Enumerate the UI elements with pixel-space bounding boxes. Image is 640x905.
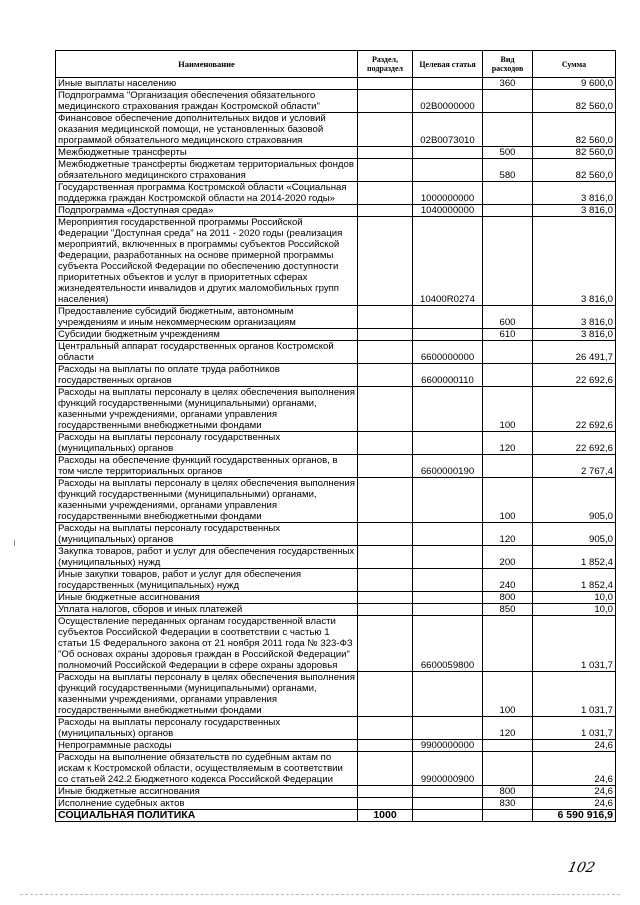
binding-mark: [14, 540, 21, 546]
cell-sum: 1 852,4: [533, 569, 616, 592]
cell-sum: 1 031,7: [533, 672, 616, 717]
table-row: [56, 798, 616, 810]
table-row: [56, 432, 616, 455]
header-sum: Сумма: [533, 51, 616, 78]
cell-target: [413, 478, 483, 523]
table-row: [56, 182, 616, 205]
table-row: [56, 113, 616, 147]
cell-section: [358, 592, 413, 604]
cell-sum: 3 816,0: [533, 182, 616, 205]
cell-target: 9900000900: [413, 752, 483, 786]
cell-target: 6600000190: [413, 455, 483, 478]
table-row: [56, 616, 616, 672]
cell-section: [358, 523, 413, 546]
cell-type: 200: [483, 546, 533, 569]
cell-name: Подпрограмма «Доступная среда»: [56, 205, 358, 217]
cell-name: Расходы на выплаты персоналу в целях обеспечения выполнения функций государственными (муниципальными) органами, казенными учреждениями, органами управления государственными внебюджетными фондами: [56, 478, 358, 523]
cell-target: 10400R0274: [413, 217, 483, 306]
cell-type: [483, 205, 533, 217]
document-page: [55, 50, 615, 822]
cell-section: [358, 672, 413, 717]
cell-name: Субсидии бюджетным учреждениям: [56, 329, 358, 341]
cell-target: [413, 592, 483, 604]
cell-type: 800: [483, 592, 533, 604]
table-row: [56, 672, 616, 717]
table-header-row: [56, 51, 616, 78]
cell-type: 800: [483, 786, 533, 798]
cell-name: Предоставление субсидий бюджетным, автономным учреждениям и иным некоммерческим организациям: [56, 306, 358, 329]
cell-name: Уплата налогов, сборов и иных платежей: [56, 604, 358, 616]
cell-name: Государственная программа Костромской области «Социальная поддержка граждан Костромской области на 2014-2020 годы»: [56, 182, 358, 205]
cell-type: [483, 616, 533, 672]
cell-section: [358, 798, 413, 810]
cell-name: Центральный аппарат государственных органов Костромской области: [56, 341, 358, 364]
cell-section: [358, 604, 413, 616]
cell-type: [483, 182, 533, 205]
cell-type: 100: [483, 387, 533, 432]
cell-sum: 82 560,0: [533, 113, 616, 147]
cell-target: [413, 717, 483, 740]
cell-target: [413, 78, 483, 90]
cell-target: [413, 306, 483, 329]
cell-target: [413, 672, 483, 717]
table-row: [56, 217, 616, 306]
cell-target: [413, 147, 483, 159]
cell-sum: 24,6: [533, 740, 616, 752]
cell-sum: 22 692,6: [533, 364, 616, 387]
cell-name: Мероприятия государственной программы Российской Федерации "Доступная среда" на 2011 - 2020 годы (реализация мероприятий, включенных в программы субъектов Российской Федерации, разработанных на основе примерной программы субъекта Российской Федерации по обеспечению доступности приоритетных объектов и услуг в приоритетных сферах жизнедеятельности инвалидов и других маломобильных групп населения): [56, 217, 358, 306]
cell-name: Исполнение судебных актов: [56, 798, 358, 810]
cell-sum: 3 816,0: [533, 205, 616, 217]
table-row: [56, 147, 616, 159]
cell-target: 6600000000: [413, 341, 483, 364]
table-row: [56, 569, 616, 592]
cell-sum: 6 590 916,9: [533, 810, 616, 822]
cell-sum: 82 560,0: [533, 90, 616, 113]
table-row: [56, 604, 616, 616]
cell-name: Финансовое обеспечение дополнительных видов и условий оказания медицинской помощи, не установленных базовой программой обязательного медицинского страхования: [56, 113, 358, 147]
cell-target: 1040000000: [413, 205, 483, 217]
cell-sum: 24,6: [533, 798, 616, 810]
cell-section: [358, 387, 413, 432]
cell-type: [483, 810, 533, 822]
cell-target: 02В0000000: [413, 90, 483, 113]
cell-name: Расходы на выплаты по оплате труда работников государственных органов: [56, 364, 358, 387]
table-row: [56, 740, 616, 752]
cell-sum: 10,0: [533, 604, 616, 616]
cell-name: Иные бюджетные ассигнования: [56, 592, 358, 604]
cell-name: Расходы на выплаты персоналу государственных (муниципальных) органов: [56, 432, 358, 455]
cell-target: 9900000000: [413, 740, 483, 752]
cell-name: Межбюджетные трансферты: [56, 147, 358, 159]
cell-sum: 82 560,0: [533, 159, 616, 182]
table-row: [56, 523, 616, 546]
table-row: [56, 752, 616, 786]
cell-target: [413, 810, 483, 822]
cell-type: [483, 455, 533, 478]
cell-name: Расходы на выплаты персоналу государственных (муниципальных) органов: [56, 717, 358, 740]
cell-name: Закупка товаров, работ и услуг для обеспечения государственных (муниципальных) нужд: [56, 546, 358, 569]
cell-name: Подпрограмма "Организация обеспечения обязательного медицинского страхования граждан Костромской области": [56, 90, 358, 113]
cell-section: [358, 341, 413, 364]
cell-name: Расходы на выплаты персоналу в целях обеспечения выполнения функций государственными (муниципальными) органами, казенными учреждениями, органами управления государственными внебюджетными фондами: [56, 387, 358, 432]
page-bottom-edge: [20, 894, 620, 895]
table-row: [56, 306, 616, 329]
cell-section: [358, 752, 413, 786]
cell-type: 240: [483, 569, 533, 592]
cell-section: [358, 90, 413, 113]
cell-type: 120: [483, 717, 533, 740]
table-row: [56, 546, 616, 569]
cell-sum: 1 852,4: [533, 546, 616, 569]
table-row: [56, 455, 616, 478]
cell-section: 1000: [358, 810, 413, 822]
cell-target: 02В0073010: [413, 113, 483, 147]
cell-target: [413, 798, 483, 810]
cell-target: 1000000000: [413, 182, 483, 205]
cell-sum: 1 031,7: [533, 717, 616, 740]
cell-sum: 82 560,0: [533, 147, 616, 159]
cell-name: Расходы на выплаты персоналу государственных (муниципальных) органов: [56, 523, 358, 546]
cell-section: [358, 182, 413, 205]
table-body: [56, 78, 616, 822]
cell-name: Расходы на выплаты персоналу в целях обеспечения выполнения функций государственными (муниципальными) органами, казенными учреждениями, органами управления государственными внебюджетными фондами: [56, 672, 358, 717]
cell-type: [483, 341, 533, 364]
cell-type: 580: [483, 159, 533, 182]
cell-type: 600: [483, 306, 533, 329]
cell-section: [358, 147, 413, 159]
header-target: Целевая статья: [413, 51, 483, 78]
cell-sum: 22 692,6: [533, 432, 616, 455]
table-row: [56, 78, 616, 90]
table-row: [56, 159, 616, 182]
cell-type: 120: [483, 432, 533, 455]
cell-target: [413, 569, 483, 592]
cell-type: [483, 217, 533, 306]
cell-target: [413, 159, 483, 182]
cell-sum: 10,0: [533, 592, 616, 604]
cell-name: Иные закупки товаров, работ и услуг для обеспечения государственных (муниципальных) нужд: [56, 569, 358, 592]
table-row: [56, 90, 616, 113]
table-row: [56, 786, 616, 798]
header-name: Наименование: [56, 51, 358, 78]
cell-type: [483, 740, 533, 752]
cell-sum: 3 816,0: [533, 217, 616, 306]
cell-type: [483, 113, 533, 147]
cell-sum: 2 767,4: [533, 455, 616, 478]
cell-sum: 3 816,0: [533, 306, 616, 329]
cell-type: 360: [483, 78, 533, 90]
cell-type: [483, 90, 533, 113]
cell-section: [358, 546, 413, 569]
cell-target: [413, 329, 483, 341]
cell-section: [358, 478, 413, 523]
table-row: [56, 205, 616, 217]
cell-section: [358, 455, 413, 478]
cell-section: [358, 616, 413, 672]
table-row: [56, 387, 616, 432]
cell-section: [358, 78, 413, 90]
cell-target: [413, 786, 483, 798]
cell-name: Иные выплаты населению: [56, 78, 358, 90]
cell-section: [358, 569, 413, 592]
cell-target: [413, 523, 483, 546]
cell-section: [358, 113, 413, 147]
cell-sum: 905,0: [533, 478, 616, 523]
cell-sum: 22 692,6: [533, 387, 616, 432]
cell-sum: 26 491,7: [533, 341, 616, 364]
cell-sum: 24,6: [533, 786, 616, 798]
cell-type: 850: [483, 604, 533, 616]
cell-section: [358, 159, 413, 182]
cell-section: [358, 364, 413, 387]
cell-section: [358, 329, 413, 341]
header-section: Раздел, подраздел: [358, 51, 413, 78]
cell-target: [413, 604, 483, 616]
cell-target: [413, 432, 483, 455]
cell-name: Межбюджетные трансферты бюджетам территориальных фондов обязательного медицинского страхования: [56, 159, 358, 182]
cell-name: Непрограммные расходы: [56, 740, 358, 752]
cell-type: 100: [483, 672, 533, 717]
table-row: [56, 329, 616, 341]
cell-target: [413, 387, 483, 432]
table-row: [56, 478, 616, 523]
page-number: 102: [566, 860, 597, 876]
table-row: [56, 341, 616, 364]
cell-sum: 3 816,0: [533, 329, 616, 341]
cell-target: 6600000110: [413, 364, 483, 387]
cell-type: 610: [483, 329, 533, 341]
cell-section: [358, 306, 413, 329]
cell-name: Расходы на обеспечение функций государственных органов, в том числе территориальных органов: [56, 455, 358, 478]
cell-name: СОЦИАЛЬНАЯ ПОЛИТИКА: [56, 810, 358, 822]
cell-sum: 905,0: [533, 523, 616, 546]
cell-sum: 24,6: [533, 752, 616, 786]
table-row: [56, 592, 616, 604]
cell-section: [358, 432, 413, 455]
cell-type: 120: [483, 523, 533, 546]
cell-name: Осуществление переданных органам государственной власти субъектов Российской Федерации в соответствии с частью 1 статьи 15 Федерального закона от 21 ноября 2011 года № 323-ФЗ "Об основах охраны здоровья граждан в Российской Федерации" полномочий Российской Федерации в сфере охраны здоровья: [56, 616, 358, 672]
header-type: Вид расходов: [483, 51, 533, 78]
cell-target: 6600059800: [413, 616, 483, 672]
cell-section: [358, 205, 413, 217]
cell-section: [358, 786, 413, 798]
cell-section: [358, 217, 413, 306]
cell-type: 100: [483, 478, 533, 523]
cell-type: 500: [483, 147, 533, 159]
table-row: [56, 810, 616, 822]
cell-type: 830: [483, 798, 533, 810]
cell-section: [358, 740, 413, 752]
table-row: [56, 364, 616, 387]
table-row: [56, 717, 616, 740]
cell-type: [483, 752, 533, 786]
cell-target: [413, 546, 483, 569]
cell-section: [358, 717, 413, 740]
cell-name: Расходы на выполнение обязательств по судебным актам по искам к Костромской области, осуществляемым в соответствии со статьей 242.2 Бюджетного кодекса Российской Федерации: [56, 752, 358, 786]
cell-sum: 9 600,0: [533, 78, 616, 90]
cell-type: [483, 364, 533, 387]
cell-sum: 1 031,7: [533, 616, 616, 672]
budget-table: [55, 50, 616, 822]
cell-name: Иные бюджетные ассигнования: [56, 786, 358, 798]
